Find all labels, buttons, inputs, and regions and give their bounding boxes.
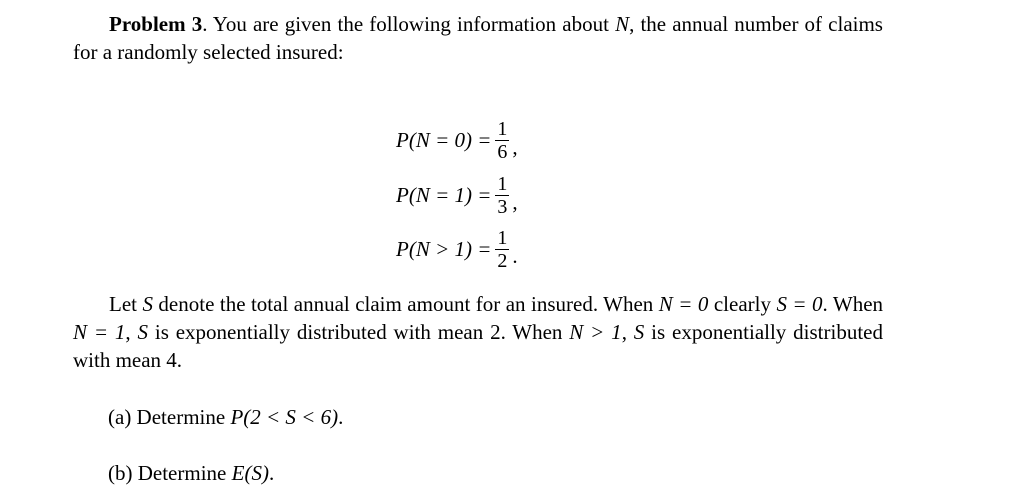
desc-text: , — [125, 320, 138, 344]
fraction-numerator: 1 — [497, 226, 508, 249]
condition-n-1: N = 1 — [73, 320, 126, 344]
fraction-denominator: 2 — [497, 249, 508, 272]
var-s: S — [137, 320, 148, 344]
desc-text: is exponentially distributed with mean 4. — [73, 320, 883, 372]
fraction — [495, 227, 509, 272]
fraction-denominator: 3 — [497, 195, 508, 218]
desc-text: denote the total annual claim amount for an insured. When — [152, 292, 659, 316]
part-label: (b) Determine — [108, 461, 232, 485]
fraction — [495, 118, 509, 163]
result-s-0: S = 0 — [776, 292, 823, 316]
part-end: . — [268, 461, 275, 485]
fraction-numerator: 1 — [497, 172, 508, 195]
equation-p-n-gt-1 — [396, 222, 518, 276]
problem-statement — [73, 10, 883, 66]
desc-text: clearly — [708, 292, 777, 316]
description-paragraph — [73, 290, 883, 374]
desc-text: Let — [109, 292, 143, 316]
var-s: S — [142, 292, 153, 316]
equation-lhs: P(N = 1) = — [396, 182, 492, 207]
part-b — [108, 459, 274, 487]
desc-text: is exponentially distributed with mean 2. When — [148, 320, 570, 344]
fraction-numerator: 1 — [497, 117, 508, 140]
part-end: . — [338, 405, 344, 429]
part-expression: P(2 < S < 6) — [230, 405, 339, 429]
condition-n-gt-1: N > 1 — [569, 320, 622, 344]
desc-text: , — [621, 320, 634, 344]
var-s: S — [633, 320, 645, 344]
equation-punct: , — [512, 134, 518, 159]
intro-tail: , the annual number of claims for a randomly selected insured: — [73, 12, 883, 64]
equation-p-n-1 — [396, 168, 518, 222]
condition-n-0: N = 0 — [658, 292, 709, 316]
equation-p-n-0 — [396, 113, 518, 167]
equation-punct: , — [512, 189, 518, 214]
desc-text: . When — [822, 292, 884, 316]
equation-lhs: P(N = 0) = — [396, 127, 492, 152]
equation-punct: . — [512, 243, 518, 268]
part-a — [108, 403, 343, 431]
var-n: N — [615, 12, 630, 36]
problem-label: Problem 3 — [109, 12, 203, 36]
part-expression: E(S) — [231, 461, 269, 485]
part-label: (a) Determine — [108, 405, 231, 429]
fraction-denominator: 6 — [497, 140, 508, 163]
intro-text: . You are given the following information about — [202, 12, 616, 36]
equation-lhs: P(N > 1) = — [396, 236, 492, 261]
fraction — [495, 173, 509, 218]
